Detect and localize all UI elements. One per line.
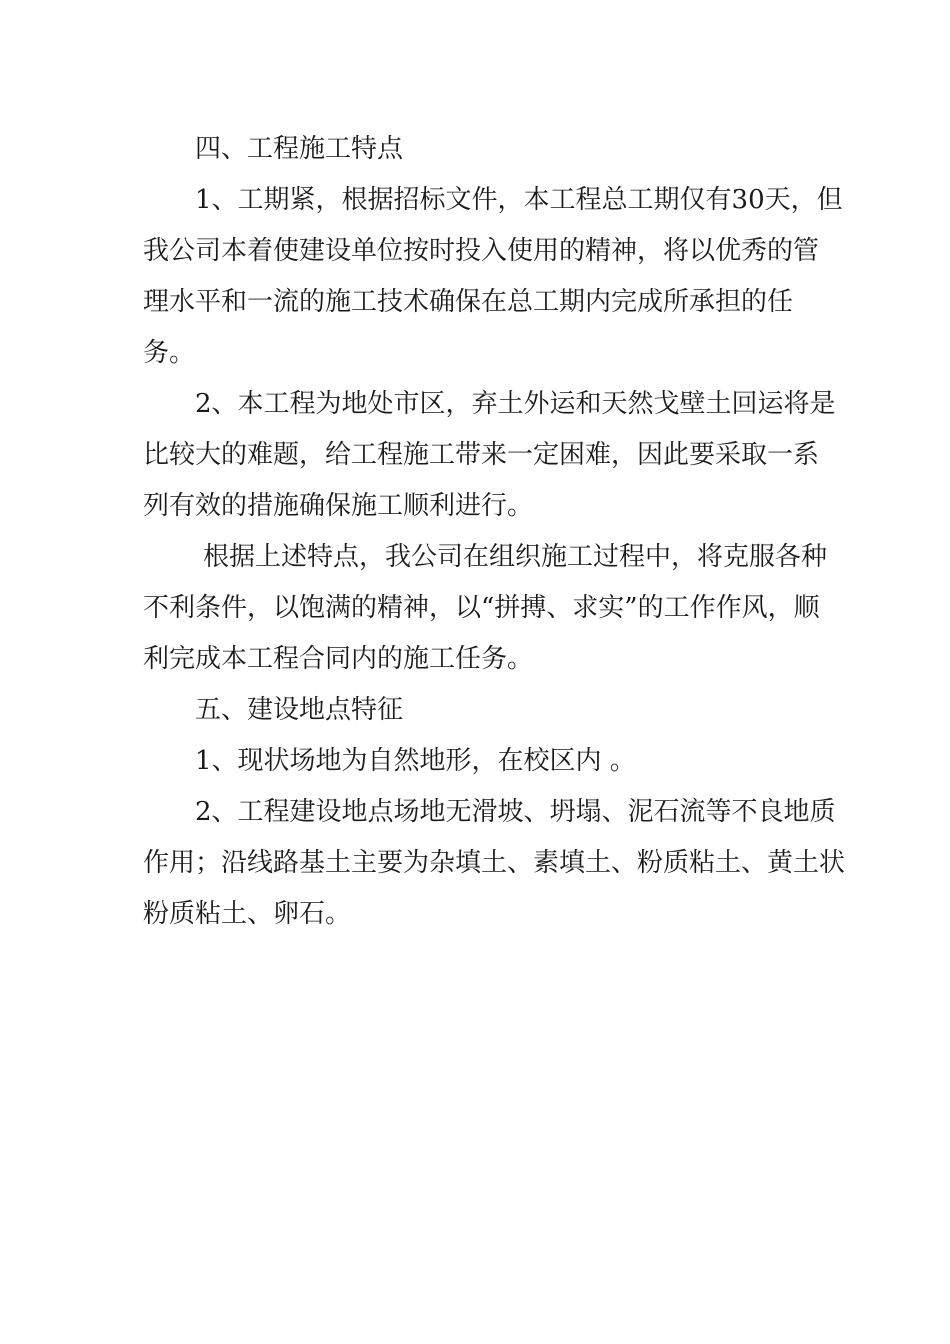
paragraph-line: 作用；沿线路基土主要为杂填土、素填土、粉质粘土、黄土状 xyxy=(143,848,846,878)
paragraph-line: 我公司本着使建设单位按时投入使用的精神，将以优秀的管 xyxy=(143,236,820,266)
paragraph-line: 粉质粘土、卵石。 xyxy=(143,899,352,929)
section-5-heading: 五、建设地点特征 xyxy=(195,695,404,725)
document-body xyxy=(143,124,846,940)
section-4-heading: 四、工程施工特点 xyxy=(195,134,404,164)
paragraph-line: 利完成本工程合同内的施工任务。 xyxy=(143,644,534,674)
section-4-summary xyxy=(143,532,828,685)
section-4-item-2 xyxy=(143,379,836,532)
paragraph-line: 1、现状场地为自然地形，在校区内 。 xyxy=(195,746,636,776)
paragraph-line: 1、工期紧，根据招标文件，本工程总工期仅有30天，但 xyxy=(195,185,843,215)
paragraph-line: 根据上述特点，我公司在组织施工过程中，将克服各种 xyxy=(203,542,828,572)
section-4-heading-block xyxy=(143,124,807,175)
section-5-item-1 xyxy=(143,736,807,787)
section-4-item-1 xyxy=(143,175,843,379)
paragraph-line: 列有效的措施确保施工顺利进行。 xyxy=(143,491,534,521)
paragraph-line: 务。 xyxy=(143,338,196,368)
section-5-heading-block xyxy=(143,685,807,736)
paragraph-line: 比较大的难题，给工程施工带来一定困难，因此要采取一系 xyxy=(143,440,820,470)
paragraph-line: 不利条件，以饱满的精神，以“拼搏、求实”的工作作风，顺 xyxy=(143,593,820,623)
paragraph-line: 2、工程建设地点场地无滑坡、坍塌、泥石流等不良地质 xyxy=(195,797,836,827)
paragraph-line: 2、本工程为地处市区，弃土外运和天然戈壁土回运将是 xyxy=(195,389,836,419)
paragraph-line: 理水平和一流的施工技术确保在总工期内完成所承担的任 xyxy=(143,287,794,317)
section-5-item-2 xyxy=(143,787,846,940)
